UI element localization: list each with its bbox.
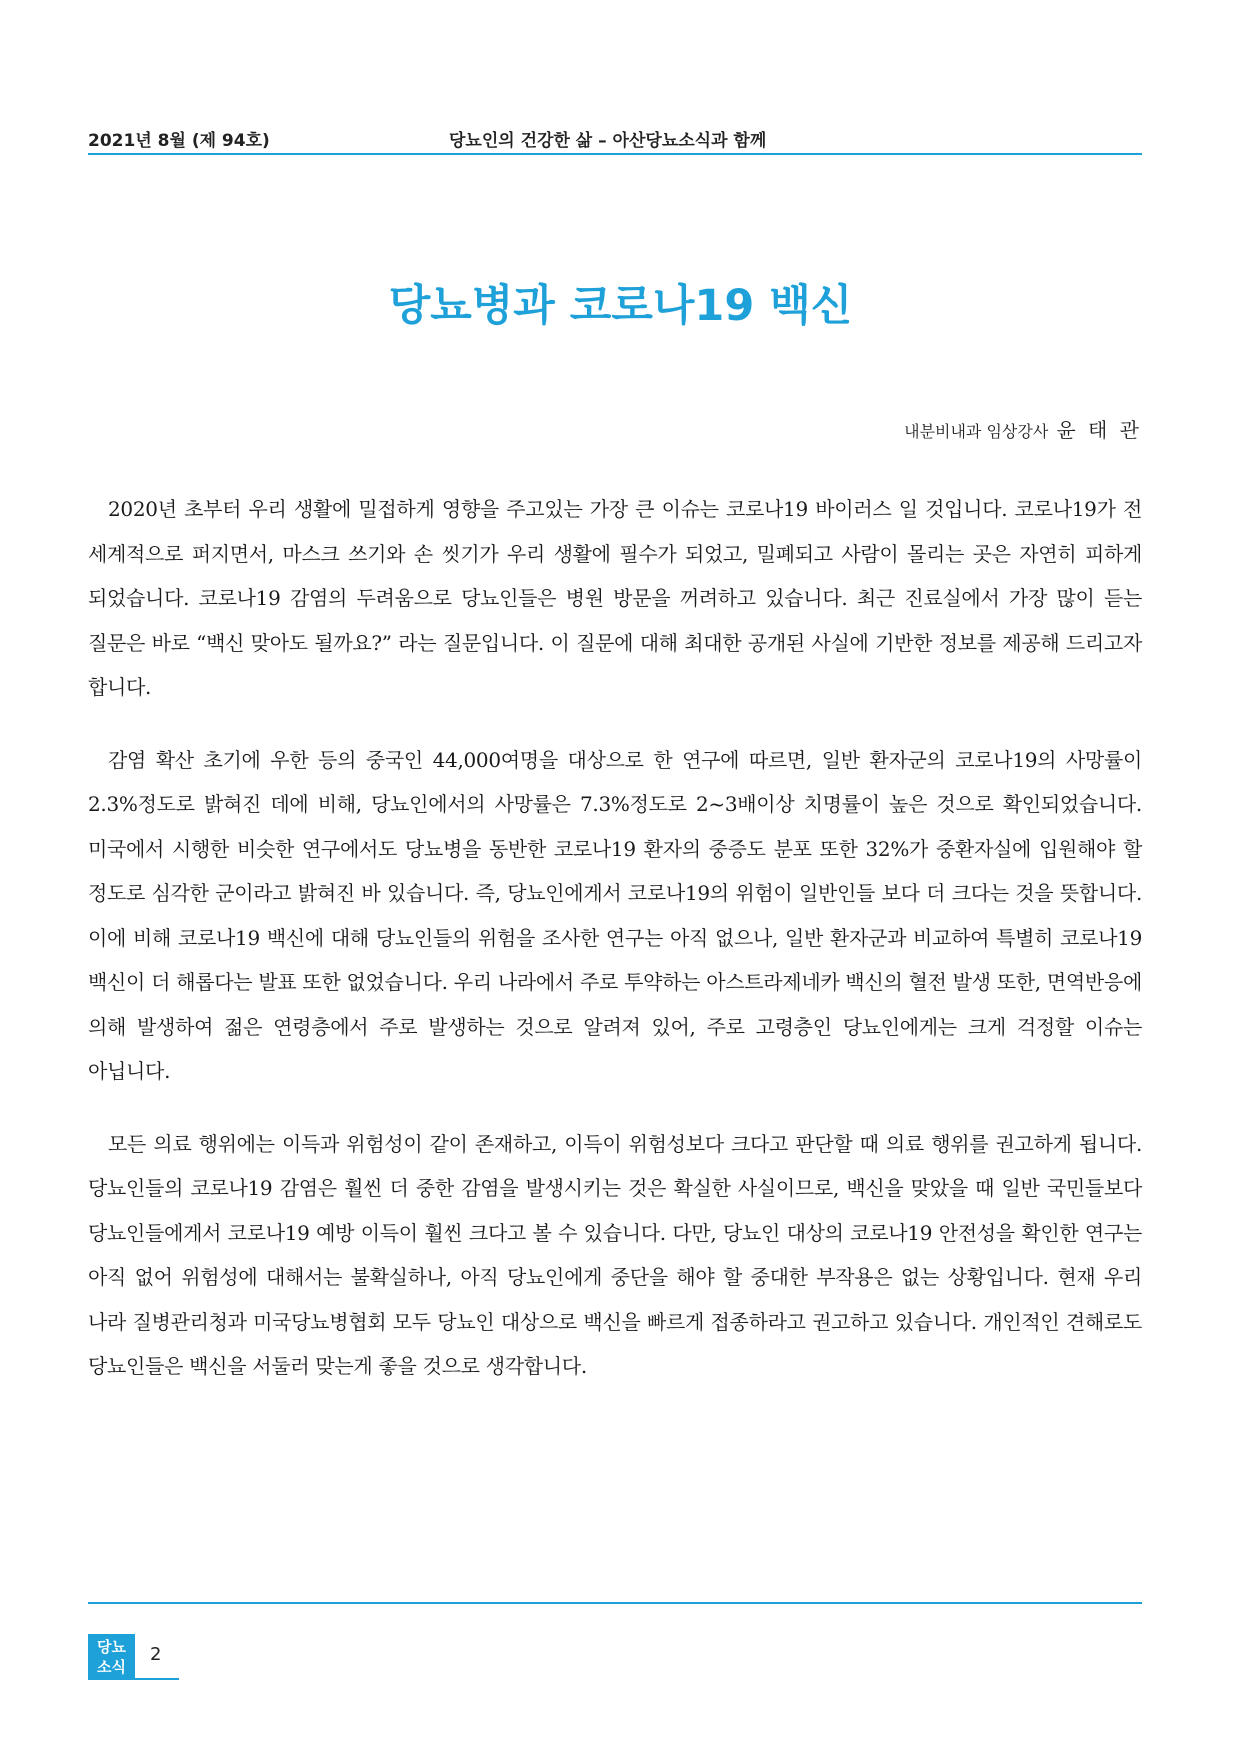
- header-divider: [88, 153, 1142, 155]
- footer-divider: [88, 1602, 1142, 1604]
- author-affiliation: 내분비내과 임상강사: [904, 422, 1049, 441]
- article-body: [88, 487, 1142, 1417]
- body-paragraph: 모든 의료 행위에는 이득과 위험성이 같이 존재하고, 이득이 위험성보다 크다고 판단할 때 의료 행위를 권고하게 됩니다. 당뇨인들의 코로나19 감염은 훨씬 더 중한 감염을 발생시키는 것은 확실한 사실이므로, 백신을 맞았을 때 일반 국민들보다 당뇨인들에게서 코로나19 예방 이득이 훨씬 크다고 볼 수 있습니다. 다만, 당뇨인 대상의 코로나19 안전성을 확인한 연구는 아직 없어 위험성에 대해서는 불확실하나, 아직 당뇨인에게 중단을 해야 할 중대한 부작용은 없는 상황입니다. 현재 우리 나라 질병관리청과 미국당뇨병협회 모두 당뇨인 대상으로 백신을 빠르게 접종하라고 권고하고 있습니다. 개인적인 견해로도 당뇨인들은 백신을 서둘러 맞는게 좋을 것으로 생각합니다.: [88, 1131, 1142, 1378]
- issue-label: 2021년 8월 (제 94호): [88, 131, 270, 151]
- badge-line-2: 소식: [97, 1658, 126, 1676]
- page-number-underline: [135, 1678, 179, 1680]
- body-paragraph: 감염 확산 초기에 우한 등의 중국인 44,000여명을 대상으로 한 연구에 따르면, 일반 환자군의 코로나19의 사망률이 2.3%정도로 밝혀진 데에 비해, 당뇨인에서의 사망률은 7.3%정도로 2~3배이상 치명률이 높은 것으로 확인되었습니다. 미국에서 시행한 비슷한 연구에서도 당뇨병을 동반한 코로나19 환자의 중증도 분포 또한 32%가 중환자실에 입원해야 할 정도로 심각한 군이라고 밝혀진 바 있습니다. 즉, 당뇨인에게서 코로나19의 위험이 일반인들 보다 더 크다는 것을 뜻합니다. 이에 비해 코로나19 백신에 대해 당뇨인들의 위험을 조사한 연구는 아직 없으나, 일반 환자군과 비교하여 특별히 코로나19 백신이 더 해롭다는 발표 또한 없었습니다. 우리 나라에서 주로 투약하는 아스트라제네카 백신의 혈전 발생 또한, 면역반응에 의해 발생하여 젊은 연령층에서 주로 발생하는 것으로 알려져 있어, 주로 고령층인 당뇨인에게는 크게 걱정할 이슈는 아닙니다.: [88, 747, 1142, 1083]
- running-header: [88, 126, 1142, 152]
- newsletter-tagline: 당뇨인의 건강한 삶 – 아산당뇨소식과 함께: [449, 131, 767, 151]
- newsletter-badge: [88, 1634, 135, 1680]
- page-number: 2: [150, 1644, 162, 1665]
- body-paragraph: 2020년 초부터 우리 생활에 밀접하게 영향을 주고있는 가장 큰 이슈는 코로나19 바이러스 일 것입니다. 코로나19가 전 세계적으로 퍼지면서, 마스크 쓰기와 손 씻기가 우리 생활에 필수가 되었고, 밀폐되고 사람이 몰리는 곳은 자연히 피하게 되었습니다. 코로나19 감염의 두려움으로 당뇨인들은 병원 방문을 꺼려하고 있습니다. 최근 진료실에서 가장 많이 듣는 질문은 바로 “백신 맞아도 될까요?” 라는 질문입니다. 이 질문에 대해 최대한 공개된 사실에 기반한 정보를 제공해 드리고자 합니다.: [88, 497, 1142, 699]
- author-name: 윤 태 관: [1056, 418, 1142, 442]
- badge-line-1: 당뇨: [97, 1638, 126, 1656]
- article-title: 당뇨병과 코로나19 백신: [388, 280, 853, 331]
- author-byline: [904, 414, 1142, 443]
